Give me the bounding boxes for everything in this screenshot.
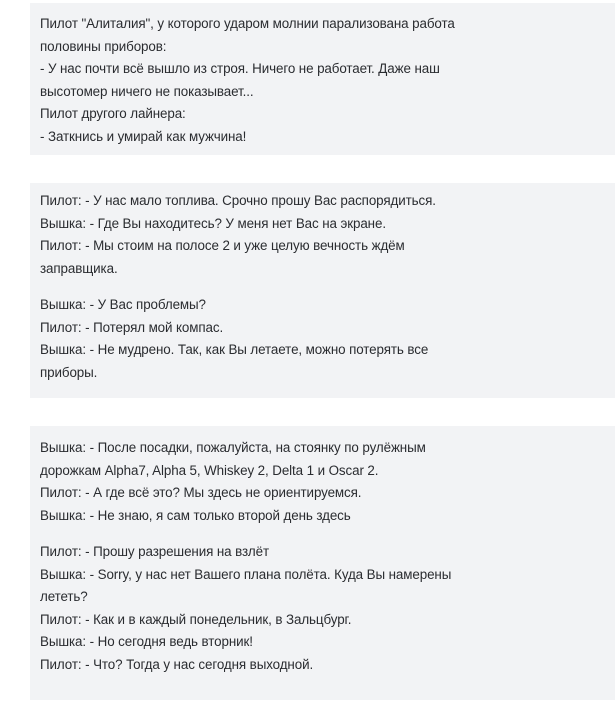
joke-line: Вышка: - После посадки, пожалуйста, на стоянку по рулёжным [40,440,426,455]
joke-line: лететь? [40,589,88,604]
joke-line: дорожкам Alpha7, Alpha 5, Whiskey 2, Delta 1 и Oscar 2. [40,462,379,478]
joke-line: Пилот: - Как и в каждый понедельник, в Зальцбург. [40,611,352,627]
joke-line: Вышка: - Где Вы находитесь? У меня нет Вас на экране. [40,215,386,231]
joke-line: - У нас почти всё вышло из строя. Ничего не работает. Даже наш [40,61,440,76]
joke-block-3 [30,426,615,700]
joke-line: половины приборов: [40,38,167,54]
joke-line: приборы. [40,364,98,380]
joke-line: высотомер ничего не показывает... [40,83,254,99]
joke-line: Пилот: - А где всё это? Мы здесь не ориентируемся. [40,485,362,500]
joke-line: Пилот другого лайнера: [40,106,186,121]
joke-line: Вышка: - Sorry, у нас нет Вашего плана полёта. Куда Вы намерены [40,566,452,582]
paragraph-gap [40,280,607,294]
joke-line: Пилот: - Прошу разрешения на взлёт [40,544,269,559]
joke-line: Пилот: - Мы стоим на полосе 2 и уже целую вечность ждём [40,238,405,253]
joke-line: Пилот: - У нас мало топлива. Срочно прошу Вас распорядиться. [40,193,436,208]
joke-line: заправщика. [40,260,118,276]
joke-block-1 [30,3,615,155]
joke-line: Пилот "Алиталия", у которого ударом молнии парализована работа [40,16,455,31]
joke-line: Пилот: - Что? Тогда у нас сегодня выходной. [40,656,314,672]
joke-line: - Заткнись и умирай как мужчина! [40,128,247,144]
paragraph-gap [40,527,607,541]
joke-line: Вышка: - У Вас проблемы? [40,297,206,312]
joke-line: Пилот: - Потерял мой компас. [40,319,224,335]
joke-line: Вышка: - Но сегодня ведь вторник! [40,634,253,649]
joke-line: Вышка: - Не мудрено. Так, как Вы летаете, можно потерять все [40,342,429,357]
joke-line: Вышка: - Не знаю, я сам только второй день здесь [40,507,351,523]
joke-block-2 [30,183,615,398]
